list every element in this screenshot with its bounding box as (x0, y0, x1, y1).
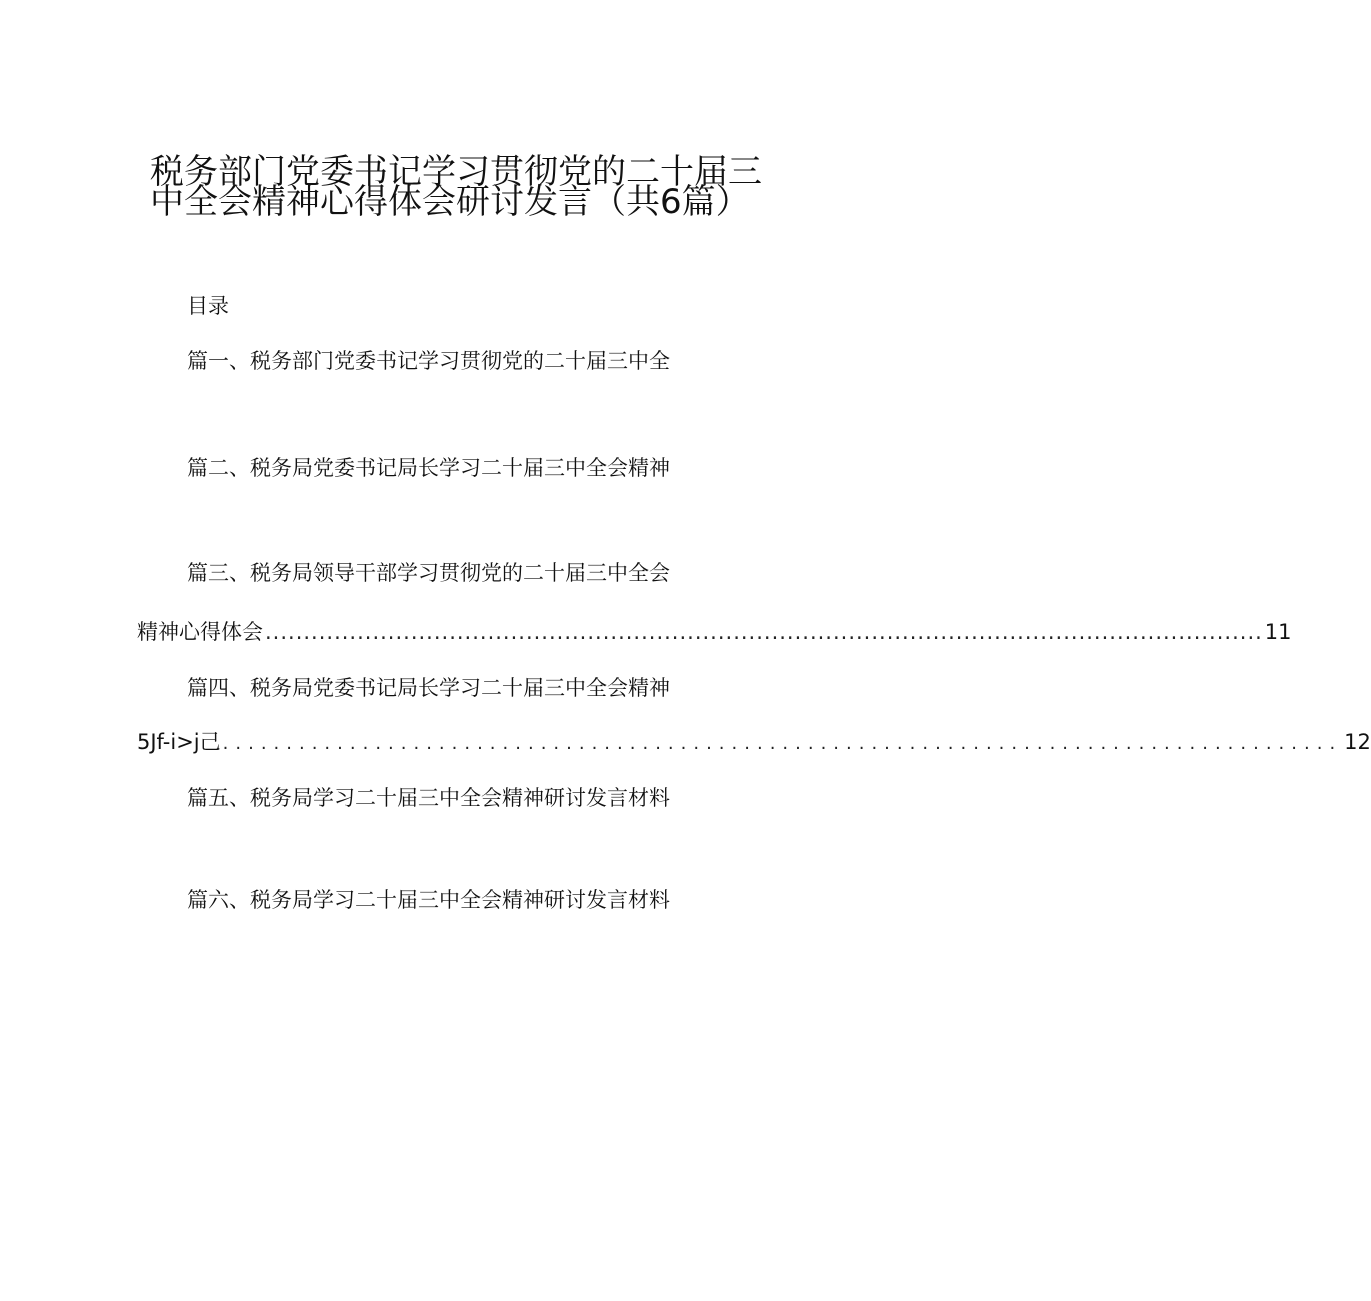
document-title-line-1: 税务部门党委书记学习贯彻党的二十届三 (150, 152, 762, 192)
toc-entry-1[interactable]: 篇一、税务部门党委书记学习贯彻党的二十届三中全 (187, 349, 670, 373)
dot-leader: ........................................................................................ (222, 733, 1343, 754)
document-title-line-2: 中全会精神心得体会研讨发言（共6篇） (150, 182, 750, 222)
toc-entry-6[interactable]: 篇六、税务局学习二十届三中全会精神研讨发言材料 (187, 888, 670, 912)
toc-entry-3-continuation[interactable] (137, 618, 1292, 646)
toc-entry-5[interactable]: 篇五、税务局学习二十届三中全会精神研讨发言材料 (187, 786, 670, 810)
toc-entry-3-text: 精神心得体会 (137, 620, 263, 644)
toc-entry-2[interactable]: 篇二、税务局党委书记局长学习二十届三中全会精神 (187, 456, 670, 480)
dot-leader: .................................................................................................................................. (265, 620, 1263, 644)
toc-entry-4-page-number: 12 (1344, 730, 1371, 754)
toc-entry-3[interactable]: 篇三、税务局领导干部学习贯彻党的二十届三中全会 (187, 561, 670, 585)
toc-entry-4-text: 5Jf-i>j己 (137, 730, 221, 754)
toc-entry-4-continuation[interactable] (137, 728, 1371, 758)
toc-entry-4[interactable]: 篇四、税务局党委书记局长学习二十届三中全会精神 (187, 676, 670, 700)
toc-heading: 目录 (187, 294, 229, 318)
toc-entry-3-page-number: 11 (1264, 620, 1292, 644)
